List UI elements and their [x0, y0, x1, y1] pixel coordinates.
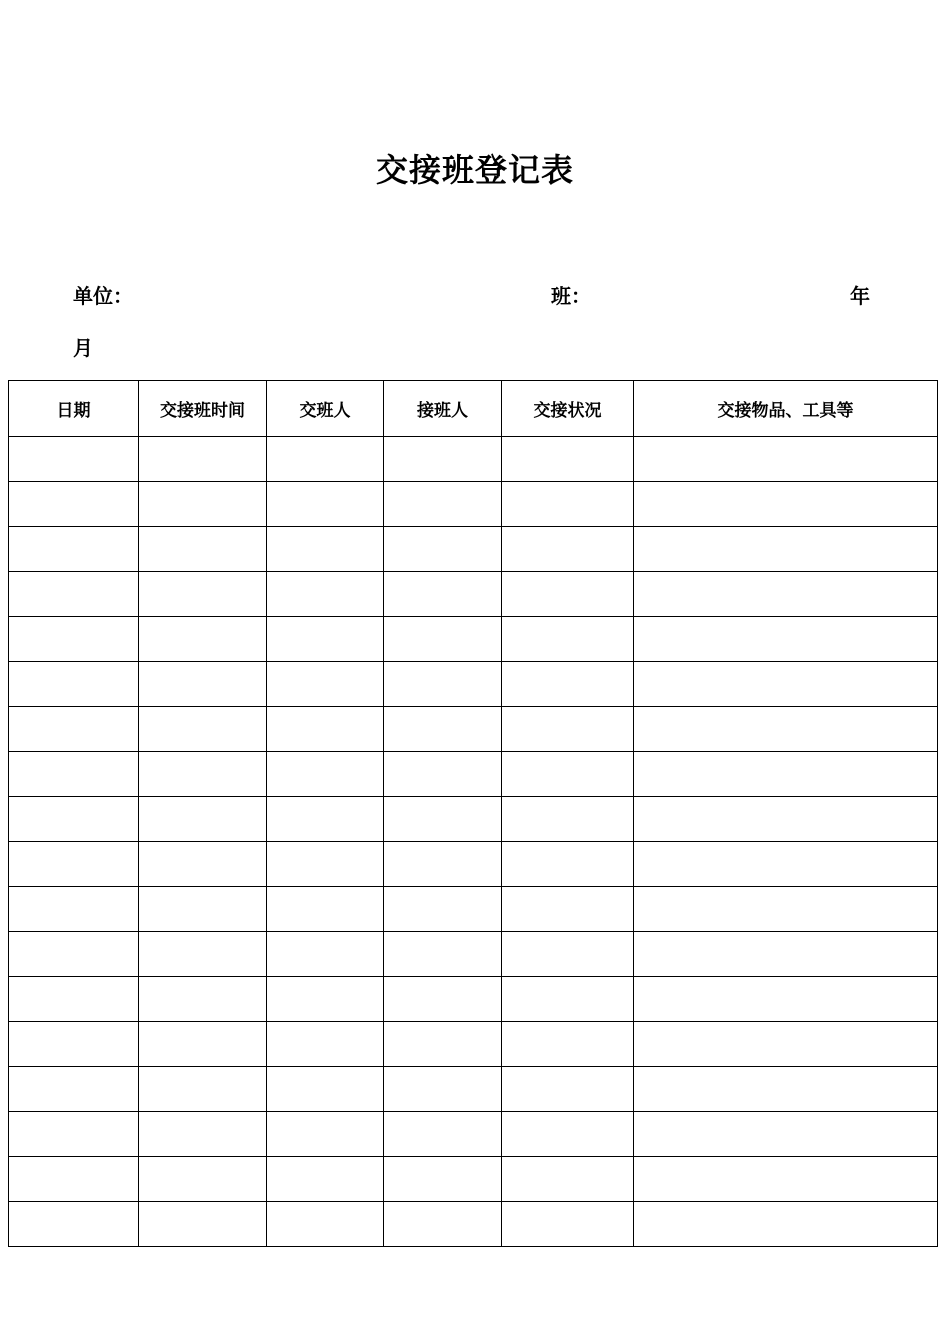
table-cell[interactable]	[9, 887, 139, 932]
column-header-incoming-person: 接班人	[384, 381, 502, 437]
table-cell[interactable]	[139, 527, 267, 572]
table-cell[interactable]	[634, 617, 938, 662]
table-cell[interactable]	[139, 752, 267, 797]
table-cell[interactable]	[139, 842, 267, 887]
table-cell[interactable]	[139, 662, 267, 707]
table-cell[interactable]	[502, 1022, 634, 1067]
table-cell[interactable]	[384, 707, 502, 752]
table-row	[9, 752, 938, 797]
table-cell[interactable]	[502, 797, 634, 842]
table-cell[interactable]	[384, 527, 502, 572]
table-cell[interactable]	[9, 1112, 139, 1157]
table-cell[interactable]	[139, 437, 267, 482]
table-cell[interactable]	[384, 617, 502, 662]
table-row	[9, 437, 938, 482]
table-cell[interactable]	[9, 617, 139, 662]
table-cell[interactable]	[267, 842, 384, 887]
table-cell[interactable]	[384, 842, 502, 887]
table-cell[interactable]	[139, 572, 267, 617]
table-cell[interactable]	[634, 887, 938, 932]
column-header-handover-status: 交接状况	[502, 381, 634, 437]
table-cell[interactable]	[502, 707, 634, 752]
table-cell[interactable]	[267, 752, 384, 797]
table-cell[interactable]	[502, 572, 634, 617]
table-cell[interactable]	[9, 1202, 139, 1247]
table-row	[9, 1202, 938, 1247]
table-cell[interactable]	[502, 887, 634, 932]
form-title: 交接班登记表	[375, 151, 574, 189]
table-cell[interactable]	[384, 887, 502, 932]
table-cell[interactable]	[139, 1022, 267, 1067]
table-cell[interactable]	[502, 662, 634, 707]
table-cell[interactable]	[267, 572, 384, 617]
table-cell[interactable]	[634, 752, 938, 797]
table-row	[9, 572, 938, 617]
table-cell[interactable]	[9, 527, 139, 572]
table-cell[interactable]	[139, 1157, 267, 1202]
table-cell[interactable]	[139, 977, 267, 1022]
table-cell[interactable]	[139, 1112, 267, 1157]
unit-label: 单位：	[73, 284, 133, 308]
table-cell[interactable]	[9, 932, 139, 977]
table-cell[interactable]	[384, 977, 502, 1022]
table-cell[interactable]	[139, 482, 267, 527]
table-cell[interactable]	[384, 797, 502, 842]
table-cell[interactable]	[384, 482, 502, 527]
table-cell[interactable]	[634, 1202, 938, 1247]
table-row	[9, 1112, 938, 1157]
table-cell[interactable]	[267, 1202, 384, 1247]
table-cell[interactable]	[634, 662, 938, 707]
table-cell[interactable]	[502, 1157, 634, 1202]
table-row	[9, 977, 938, 1022]
table-row	[9, 842, 938, 887]
table-row	[9, 887, 938, 932]
table-cell[interactable]	[267, 662, 384, 707]
table-row	[9, 797, 938, 842]
table-row	[9, 1157, 938, 1202]
handover-log-table	[8, 380, 938, 1247]
table-cell[interactable]	[634, 572, 938, 617]
table-cell[interactable]	[267, 482, 384, 527]
table-cell[interactable]	[139, 887, 267, 932]
table-cell[interactable]	[384, 752, 502, 797]
table-cell[interactable]	[634, 1157, 938, 1202]
column-header-handover-time: 交接班时间	[139, 381, 267, 437]
table-cell[interactable]	[267, 1067, 384, 1112]
table-cell[interactable]	[634, 1022, 938, 1067]
table-cell[interactable]	[634, 527, 938, 572]
table-cell[interactable]	[267, 527, 384, 572]
table-cell[interactable]	[502, 1202, 634, 1247]
table-row	[9, 1067, 938, 1112]
table-cell[interactable]	[384, 932, 502, 977]
table-cell[interactable]	[9, 662, 139, 707]
table-cell[interactable]	[139, 1202, 267, 1247]
table-cell[interactable]	[267, 437, 384, 482]
table-cell[interactable]	[9, 752, 139, 797]
table-cell[interactable]	[502, 437, 634, 482]
table-cell[interactable]	[384, 572, 502, 617]
table-cell[interactable]	[502, 527, 634, 572]
table-cell[interactable]	[634, 977, 938, 1022]
table-cell[interactable]	[267, 1112, 384, 1157]
table-cell[interactable]	[139, 707, 267, 752]
table-cell[interactable]	[384, 437, 502, 482]
table-cell[interactable]	[267, 797, 384, 842]
table-cell[interactable]	[9, 842, 139, 887]
table-row	[9, 662, 938, 707]
table-cell[interactable]	[139, 1067, 267, 1112]
table-cell[interactable]	[9, 1157, 139, 1202]
table-cell[interactable]	[9, 572, 139, 617]
table-cell[interactable]	[267, 977, 384, 1022]
table-row	[9, 1022, 938, 1067]
table-cell[interactable]	[634, 707, 938, 752]
table-cell[interactable]	[384, 1112, 502, 1157]
table-cell[interactable]	[634, 482, 938, 527]
table-cell[interactable]	[502, 1067, 634, 1112]
table-cell[interactable]	[139, 797, 267, 842]
table-cell[interactable]	[634, 842, 938, 887]
table-cell[interactable]	[502, 932, 634, 977]
table-cell[interactable]	[267, 617, 384, 662]
table-cell[interactable]	[9, 1067, 139, 1112]
table-header-row	[9, 381, 938, 437]
table-cell[interactable]	[9, 977, 139, 1022]
table-row	[9, 527, 938, 572]
table-cell[interactable]	[267, 1157, 384, 1202]
table-cell[interactable]	[139, 617, 267, 662]
table-cell[interactable]	[267, 887, 384, 932]
column-header-date: 日期	[9, 381, 139, 437]
year-label: 年	[850, 284, 870, 308]
table-cell[interactable]	[502, 977, 634, 1022]
table-cell[interactable]	[502, 617, 634, 662]
table-cell[interactable]	[634, 932, 938, 977]
table-cell[interactable]	[502, 842, 634, 887]
table-cell[interactable]	[634, 1067, 938, 1112]
table-row	[9, 932, 938, 977]
table-cell[interactable]	[384, 1202, 502, 1247]
table-cell[interactable]	[384, 662, 502, 707]
table-cell[interactable]	[634, 1112, 938, 1157]
table-row	[9, 617, 938, 662]
table-cell[interactable]	[9, 482, 139, 527]
table-row	[9, 482, 938, 527]
table-cell[interactable]	[502, 752, 634, 797]
column-header-items-tools: 交接物品、工具等	[634, 381, 938, 437]
table-cell[interactable]	[634, 797, 938, 842]
table-cell[interactable]	[9, 1022, 139, 1067]
table-cell[interactable]	[502, 1112, 634, 1157]
table-cell[interactable]	[384, 1157, 502, 1202]
month-label: 月	[73, 336, 93, 360]
table-cell[interactable]	[502, 482, 634, 527]
table-cell[interactable]	[267, 932, 384, 977]
table-cell[interactable]	[384, 1022, 502, 1067]
table-cell[interactable]	[267, 707, 384, 752]
table-cell[interactable]	[9, 797, 139, 842]
table-cell[interactable]	[634, 437, 938, 482]
table-cell[interactable]	[384, 1067, 502, 1112]
column-header-outgoing-person: 交班人	[267, 381, 384, 437]
table-cell[interactable]	[9, 707, 139, 752]
table-cell[interactable]	[139, 932, 267, 977]
table-body	[9, 437, 938, 1247]
shift-label: 班：	[551, 284, 591, 308]
table-cell[interactable]	[267, 1022, 384, 1067]
table-cell[interactable]	[9, 437, 139, 482]
table-row	[9, 707, 938, 752]
